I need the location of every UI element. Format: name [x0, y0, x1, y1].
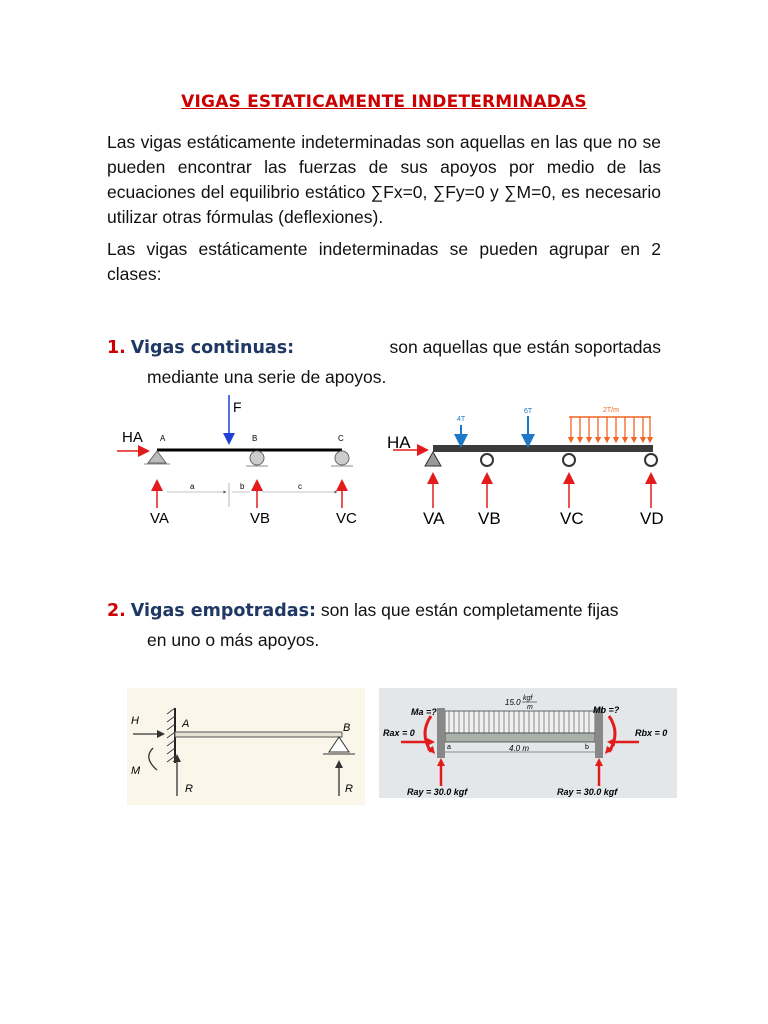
item-text-first: son aquellas que están soportadas — [389, 337, 661, 357]
item-number: 1. — [107, 338, 126, 358]
label-rb: R — [345, 783, 353, 795]
label-load-dist: 2T/m — [603, 407, 619, 414]
label-load-unit-num: kgf — [523, 695, 533, 702]
label-ha-2: HA — [387, 433, 411, 452]
label-span-b: b — [240, 482, 245, 491]
label-load-unit-den: m — [527, 704, 533, 711]
label-ha: HA — [122, 429, 143, 446]
label-end-b: b — [585, 744, 589, 751]
label-span-a: a — [190, 482, 195, 491]
item-number: 2. — [107, 601, 126, 621]
item-text-rest: en uno o más apoyos. — [147, 630, 320, 650]
label-va: VA — [150, 510, 169, 527]
item-class-name: Vigas continuas: — [130, 338, 295, 358]
label-a: A — [182, 718, 190, 730]
label-rax: Rax = 0 — [383, 728, 415, 738]
continuous-beam-figure-2 — [383, 400, 668, 530]
label-ma: Ma =? — [411, 707, 437, 717]
label-vb: VB — [250, 510, 271, 527]
classes-paragraph: Las vigas estáticamente indeterminadas se pueden agrupar en 2 clases: — [107, 239, 661, 284]
label-load-6t: 6T — [524, 408, 533, 415]
label-rbx: Rbx = 0 — [635, 728, 668, 738]
continuous-beam-figure-1 — [112, 395, 362, 530]
page-title: VIGAS ESTATICAMENTE INDETERMINADAS — [181, 92, 587, 112]
label-force-f: F — [233, 399, 242, 415]
label-span-c: c — [298, 482, 302, 491]
label-m: M — [131, 765, 141, 777]
item-text-first: son las que están completamente fijas — [316, 600, 619, 620]
label-vd-2: VD — [640, 509, 664, 528]
label-end-a: a — [447, 744, 451, 751]
label-vc-2: VC — [560, 509, 584, 528]
fixed-beam-figure-1 — [127, 688, 365, 805]
item-text-rest: mediante una serie de apoyos. — [147, 367, 387, 387]
label-va-2: VA — [423, 509, 445, 528]
label-b: B — [343, 722, 351, 734]
label-ray: Ray = 30.0 kgf — [407, 787, 468, 797]
label-vb-2: VB — [478, 509, 501, 528]
label-load-value: 15.0 — [505, 698, 521, 707]
list-item-fixed — [107, 596, 661, 655]
list-item-continuous — [107, 333, 661, 392]
label-point-a: A — [160, 434, 166, 443]
intro-paragraph: Las vigas estáticamente indeterminadas son aquellas en las que no se pueden encontrar las fuerzas de sus apoyos por medio de las ecuaciones del equilibrio estático ∑Fx=0, ∑Fy=0 y ∑M=0, es necesario utilizar otras fórmulas (deflexiones). — [107, 132, 661, 227]
label-rby: Ray = 30.0 kgf — [557, 787, 618, 797]
label-mb: Mb =? — [593, 705, 620, 715]
label-vc: VC — [336, 510, 357, 527]
label-h: H — [131, 715, 139, 727]
label-point-c: C — [338, 434, 344, 443]
label-load-4t: 4T — [457, 416, 466, 423]
label-ra: R — [185, 783, 193, 795]
label-length: 4.0 m — [509, 744, 530, 753]
item-class-name: Vigas empotradas: — [130, 601, 316, 621]
fixed-beam-figure-2 — [379, 688, 677, 798]
label-point-b: B — [252, 434, 258, 443]
